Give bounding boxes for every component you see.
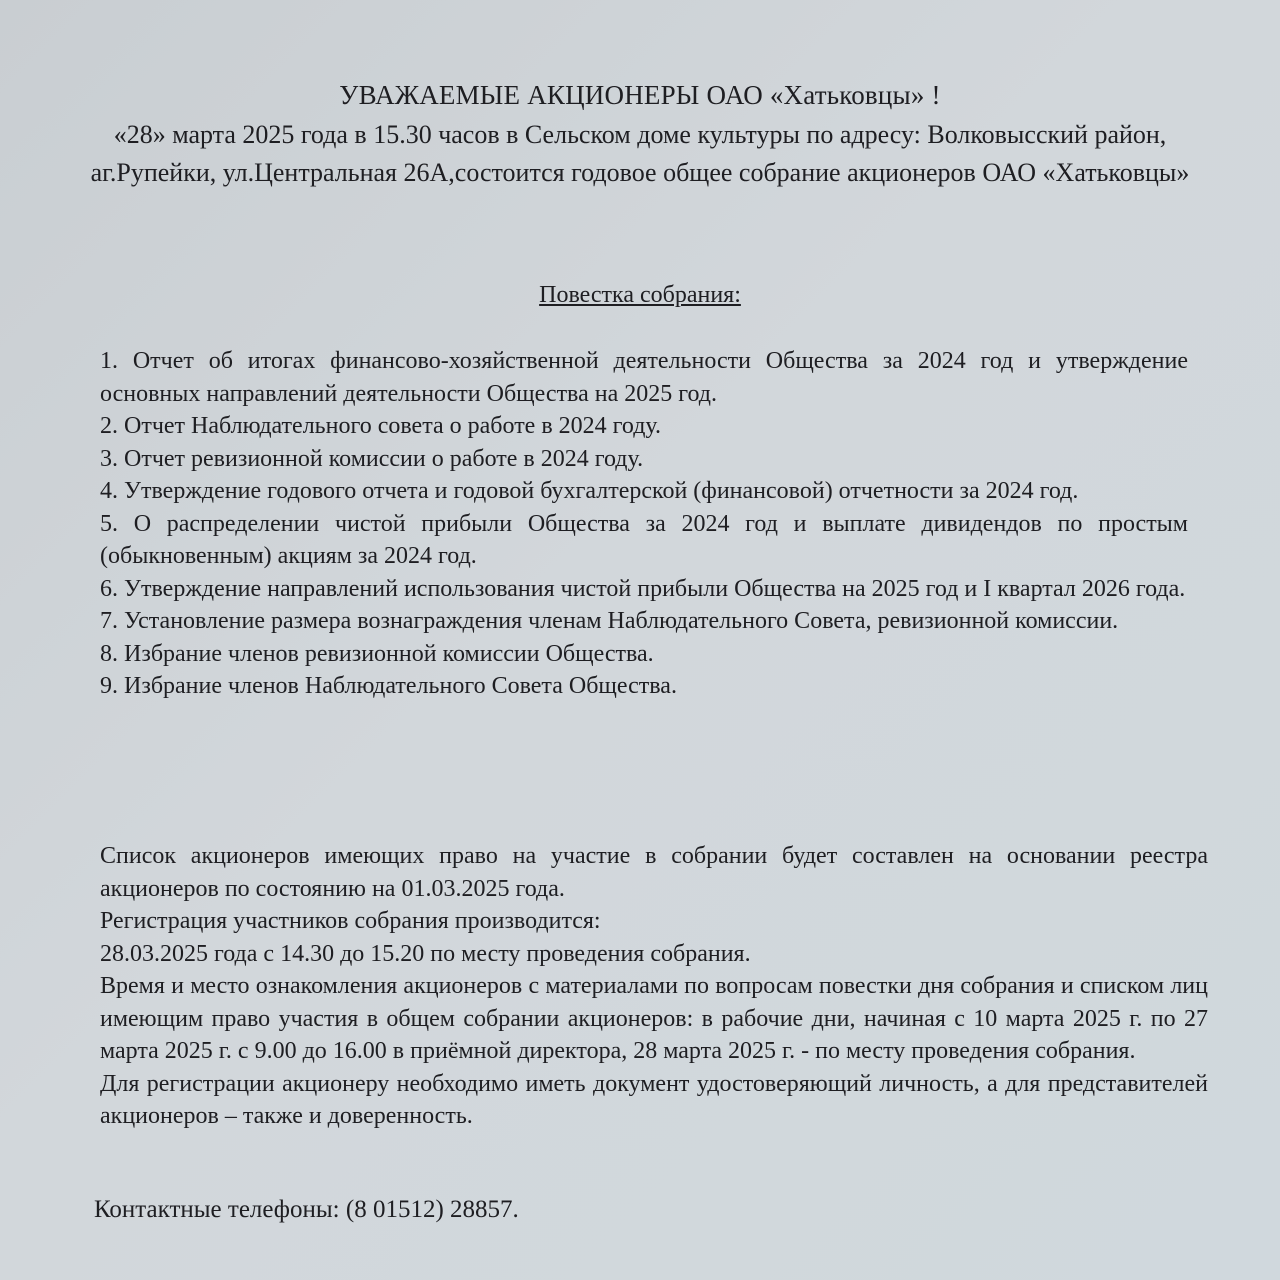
agenda-item: 5. О распределении чистой прибыли Общества за 2024 год и выплате дивидендов по простым (обыкновенным) акциям за 2024 год. xyxy=(100,510,1188,569)
contact-phones: Контактные телефоны: (8 01512) 28857. xyxy=(94,1196,519,1223)
shareholder-list-note: Список акционеров имеющих право на участие в собрании будет составлен на основании реестра акционеров по состоянию на 01.03.2025 года. xyxy=(100,843,1208,902)
notice-title: УВАЖАЕМЫЕ АКЦИОНЕРЫ ОАО «Хатьковцы» ! xyxy=(339,80,941,110)
agenda-item: 3. Отчет ревизионной комиссии о работе в 2024 году. xyxy=(100,445,644,472)
agenda-item: 1. Отчет об итогах финансово-хозяйственной деятельности Общества за 2024 год и утверждение основных направлений деятельности Общества на 2025 год. xyxy=(100,348,1188,407)
agenda-list xyxy=(100,345,1188,703)
agenda-item: 9. Избрание членов Наблюдательного Совета Общества. xyxy=(100,673,677,699)
agenda-item: 2. Отчет Наблюдательного совета о работе в 2024 году. xyxy=(100,413,662,439)
agenda-item: 6. Утверждение направлений использования чистой прибыли Общества на 2025 год и I квартал 2026 года. xyxy=(100,575,1186,602)
agenda-item: 4. Утверждение годового отчета и годовой бухгалтерской (финансовой) отчетности за 2024 год. xyxy=(100,478,1079,504)
materials-review-note: Время и место ознакомления акционеров с материалами по вопросам повестки дня собрания и списком лиц имеющим право участия в общем собрании акционеров: в рабочие дни, начиная с 10 марта 2025 г. по 27 марта 2025 г. с 9.00 до 16.00 в приёмной директора, 28 марта 2025 г. - по месту проведения собрания. xyxy=(100,973,1208,1064)
documents-required-note: Для регистрации акционеру необходимо иметь документ удостоверяющий личность, а для представителей акционеров – также и доверенность. xyxy=(100,1070,1208,1129)
agenda-item: 8. Избрание членов ревизионной комиссии Общества. xyxy=(100,640,654,667)
meeting-announcement: «28» марта 2025 года в 15.30 часов в Сельском доме культуры по адресу: Волковысский район, аг.Рупейки, ул.Центральная 26А,состоится годовое общее собрание акционеров ОАО «Хатьковцы» xyxy=(90,120,1190,187)
notes-section xyxy=(100,840,1208,1133)
registration-note: Регистрация участников собрания производится: xyxy=(100,908,601,934)
agenda-item: 7. Установление размера вознаграждения членам Наблюдательного Совета, ревизионной комиссии. xyxy=(100,608,1119,634)
agenda-heading: Повестка собрания: xyxy=(539,282,741,308)
registration-time: 28.03.2025 года с 14.30 до 15.20 по месту проведения собрания. xyxy=(100,940,751,967)
